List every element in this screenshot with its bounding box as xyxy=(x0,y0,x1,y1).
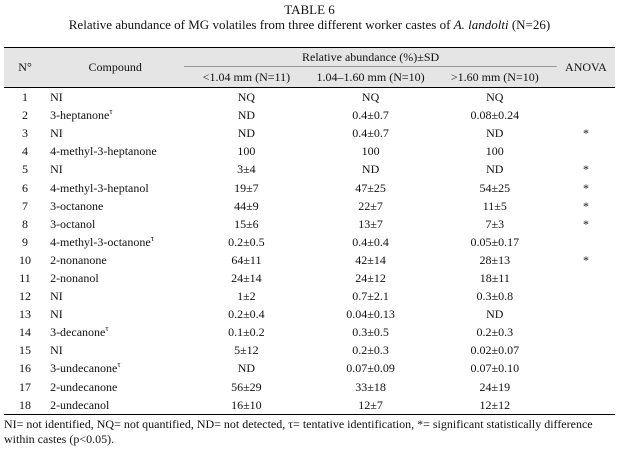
compound-name: 4-methyl-3-heptanone xyxy=(50,144,157,159)
cell-medium-caste: 0.7±2.1 xyxy=(352,289,389,304)
cell-number: 3 xyxy=(22,126,29,141)
compound-name: NI xyxy=(50,126,63,141)
cell-small-caste: 0.2±0.5 xyxy=(228,234,265,249)
cell-anova xyxy=(557,142,615,160)
cell-compound xyxy=(46,88,184,107)
table-row xyxy=(4,378,615,396)
table-row xyxy=(4,341,615,359)
cell-anova xyxy=(557,233,615,251)
header-group-2: 1.04–1.60 mm (N=10) xyxy=(308,67,432,88)
cell-number: 12 xyxy=(19,289,32,304)
cell-anova xyxy=(557,378,615,396)
cell-small-caste: 3±4 xyxy=(237,162,256,177)
cell-number: 6 xyxy=(22,180,29,195)
cell-large-caste: 18±11 xyxy=(479,270,510,285)
tentative-mark: τ xyxy=(105,324,109,334)
cell-anova: * xyxy=(582,126,589,141)
cell-compound xyxy=(46,378,184,396)
cell-small-caste: 56±29 xyxy=(231,379,262,394)
cell-large-caste: 54±25 xyxy=(479,180,511,195)
cell-number: 17 xyxy=(19,379,32,394)
cell-anova xyxy=(557,359,615,377)
table-row xyxy=(4,305,615,323)
cell-compound xyxy=(46,287,184,305)
cell-number: 18 xyxy=(4,396,46,415)
cell-large-caste: 0.02±0.07 xyxy=(470,343,520,358)
cell-small-caste: 16±10 xyxy=(184,396,308,415)
cell-number: 4 xyxy=(22,144,29,159)
cell-anova xyxy=(557,269,615,287)
cell-number: 10 xyxy=(19,252,32,267)
cell-anova: * xyxy=(582,198,589,213)
table-row xyxy=(4,287,615,305)
cell-compound xyxy=(46,142,184,160)
cell-number: 13 xyxy=(19,307,32,322)
table-row xyxy=(4,160,615,178)
cell-medium-caste: 42±14 xyxy=(355,252,386,267)
cell-large-caste: ND xyxy=(486,162,504,177)
table-title: TABLE 6 xyxy=(284,2,335,17)
cell-anova xyxy=(557,106,615,124)
compound-name: NI xyxy=(50,162,63,177)
table-body xyxy=(4,88,615,415)
cell-number: 11 xyxy=(19,270,31,285)
tentative-mark: τ xyxy=(117,360,121,370)
cell-compound xyxy=(46,323,184,341)
cell-medium-caste: 0.2±0.3 xyxy=(352,343,389,358)
table-row xyxy=(4,124,615,142)
table-row xyxy=(4,215,615,233)
cell-small-caste: ND xyxy=(237,126,256,141)
cell-medium-caste: 0.4±0.7 xyxy=(352,126,389,141)
compound-name: 3-octanone xyxy=(50,198,104,213)
cell-number: 5 xyxy=(22,162,29,177)
cell-small-caste: 15±6 xyxy=(234,216,259,231)
cell-compound xyxy=(46,359,184,377)
cell-anova xyxy=(557,305,615,323)
cell-medium-caste: 100 xyxy=(361,144,380,159)
cell-number: 1 xyxy=(22,90,29,105)
tentative-mark: τ xyxy=(150,233,154,243)
cell-large-caste: ND xyxy=(486,126,504,141)
cell-number: 2 xyxy=(22,108,29,123)
cell-anova: * xyxy=(582,252,589,267)
cell-small-caste: ND xyxy=(237,108,256,123)
abundance-table xyxy=(4,47,615,415)
table-row xyxy=(4,106,615,124)
cell-small-caste: 1±2 xyxy=(237,289,256,304)
cell-number: 14 xyxy=(19,325,32,340)
table-row xyxy=(4,396,615,415)
cell-large-caste: 0.3±0.8 xyxy=(476,289,514,304)
cell-compound xyxy=(46,305,184,323)
cell-medium-caste: 0.4±0.4 xyxy=(352,234,389,249)
table-row xyxy=(4,233,615,251)
header-compound: Compound xyxy=(46,48,184,88)
table-footnote: NI= not identified, NQ= not quantified, ND= not detected, τ= tentative identification, *= significant statistically difference within castes (p<0.05). xyxy=(4,417,593,446)
cell-large-caste: 0.08±0.24 xyxy=(470,108,520,123)
cell-medium-caste: 22±7 xyxy=(358,198,383,213)
cell-small-caste: 0.1±0.2 xyxy=(228,325,265,340)
cell-large-caste: 0.07±0.10 xyxy=(470,361,520,376)
cell-small-caste: 100 xyxy=(237,144,256,159)
table-row xyxy=(4,178,615,196)
cell-large-caste: 12±12 xyxy=(433,396,557,415)
compound-name: 2-undecanol xyxy=(50,397,110,412)
compound-name: 3-decanone xyxy=(50,325,106,340)
header-group-1: <1.04 mm (N=11) xyxy=(184,67,308,88)
header-anova: ANOVA xyxy=(557,48,615,88)
cell-number: 9 xyxy=(22,234,29,249)
cell-large-caste: 0.05±0.17 xyxy=(470,234,520,249)
compound-name: 3-octanol xyxy=(50,216,96,231)
header-group-3: >1.60 mm (N=10) xyxy=(433,67,557,88)
cell-medium-caste: 47±25 xyxy=(355,180,386,195)
cell-number: 7 xyxy=(22,198,29,213)
cell-compound xyxy=(46,251,184,269)
compound-name: 4-methyl-3-octanone xyxy=(50,234,151,249)
compound-name: 4-methyl-3-heptanol xyxy=(50,180,149,195)
cell-anova xyxy=(557,88,615,107)
cell-medium-caste: 33±18 xyxy=(355,379,386,394)
cell-large-caste: NQ xyxy=(486,90,504,105)
table-row xyxy=(4,251,615,269)
cell-medium-caste: ND xyxy=(361,162,380,177)
cell-large-caste: 24±19 xyxy=(479,379,511,394)
table-row xyxy=(4,88,615,107)
cell-large-caste: 28±13 xyxy=(479,252,511,267)
cell-compound xyxy=(46,396,184,415)
cell-compound xyxy=(46,269,184,287)
cell-medium-caste: 13±7 xyxy=(358,216,383,231)
cell-medium-caste: 12±7 xyxy=(308,396,432,415)
compound-name: 2-undecanone xyxy=(50,379,118,394)
cell-medium-caste: 0.4±0.7 xyxy=(352,108,389,123)
cell-anova xyxy=(557,341,615,359)
compound-name: NI xyxy=(50,289,63,304)
cell-compound xyxy=(46,215,184,233)
table-caption xyxy=(0,17,619,33)
cell-compound xyxy=(46,124,184,142)
cell-large-caste: 11±5 xyxy=(482,198,507,213)
table-row xyxy=(4,197,615,215)
cell-small-caste: NQ xyxy=(237,90,256,105)
cell-anova xyxy=(557,287,615,305)
caption-species: A. landolti xyxy=(453,17,509,32)
cell-compound xyxy=(46,160,184,178)
cell-medium-caste: 0.07±0.09 xyxy=(346,361,395,376)
cell-large-caste: ND xyxy=(486,307,504,322)
cell-number: 8 xyxy=(22,216,29,231)
compound-name: 2-nonanol xyxy=(50,270,99,285)
table-row xyxy=(4,269,615,287)
header-relative-abundance: Relative abundance (%)±SD xyxy=(184,48,557,67)
cell-small-caste: 19±7 xyxy=(234,180,259,195)
compound-name: 3-undecanone xyxy=(50,361,118,376)
table-row xyxy=(4,142,615,160)
cell-large-caste: 0.2±0.3 xyxy=(476,325,514,340)
cell-medium-caste: 0.04±0.13 xyxy=(346,307,395,322)
cell-small-caste: 44±9 xyxy=(234,198,259,213)
cell-small-caste: 0.2±0.4 xyxy=(228,307,265,322)
cell-anova: * xyxy=(582,216,589,231)
cell-compound xyxy=(46,197,184,215)
cell-large-caste: 7±3 xyxy=(485,216,505,231)
cell-small-caste: 5±12 xyxy=(234,343,259,358)
cell-anova xyxy=(557,323,615,341)
cell-compound xyxy=(46,341,184,359)
cell-medium-caste: NQ xyxy=(361,90,380,105)
header-no: N° xyxy=(4,48,46,88)
compound-name: 2-nonanone xyxy=(50,252,107,267)
table-row xyxy=(4,323,615,341)
caption-suffix: (N=26) xyxy=(508,17,551,32)
cell-small-caste: ND xyxy=(237,361,256,376)
cell-compound xyxy=(46,178,184,196)
cell-anova: * xyxy=(582,162,589,177)
compound-name: NI xyxy=(50,343,63,358)
cell-medium-caste: 24±12 xyxy=(355,270,386,285)
tentative-mark: τ xyxy=(109,107,113,117)
compound-name: 3-heptanone xyxy=(50,108,110,123)
cell-compound xyxy=(46,106,184,124)
cell-anova: * xyxy=(582,180,589,195)
cell-anova xyxy=(557,396,615,415)
compound-name: NI xyxy=(50,90,63,105)
caption-prefix: Relative abundance of MG volatiles from three different worker castes of xyxy=(68,17,454,32)
compound-name: NI xyxy=(50,307,63,322)
cell-small-caste: 24±14 xyxy=(231,270,262,285)
table-row xyxy=(4,359,615,377)
cell-number: 15 xyxy=(19,343,32,358)
cell-small-caste: 64±11 xyxy=(231,252,262,267)
cell-medium-caste: 0.3±0.5 xyxy=(352,325,389,340)
cell-number: 16 xyxy=(19,361,32,376)
cell-compound xyxy=(46,233,184,251)
cell-large-caste: 100 xyxy=(485,144,504,159)
